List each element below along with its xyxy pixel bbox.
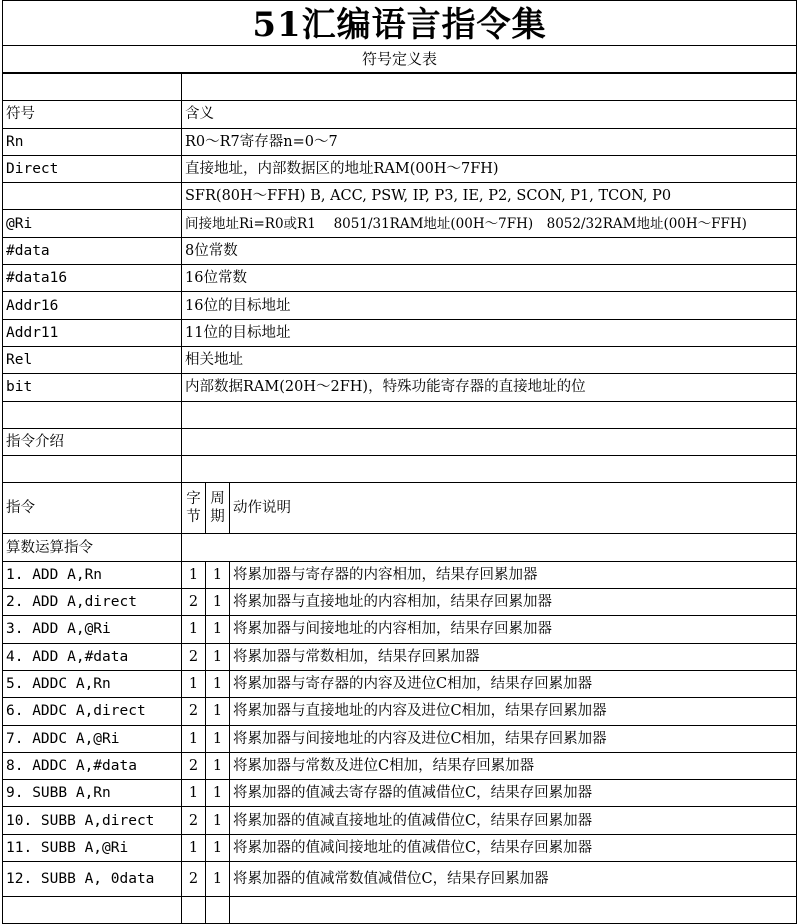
cell: [3, 456, 182, 483]
bytes-cell: 1: [182, 780, 206, 807]
instruction-cell: 8. ADDC A,#data: [3, 752, 182, 779]
bytes-cell: 2: [182, 862, 206, 897]
instruction-row-partial: [3, 897, 797, 924]
section-row: [3, 428, 797, 455]
description-cell: 将累加器的值减直接地址的值减借位C，结果存回累加器: [230, 807, 797, 834]
description-cell: 将累加器与寄存器的内容及进位C相加，结果存回累加器: [230, 670, 797, 697]
symbol-cell: [3, 183, 182, 210]
symbol-row: [3, 374, 797, 401]
description-cell: 将累加器与常数及进位C相加，结果存回累加器: [230, 752, 797, 779]
instruction-cell: 3. ADD A,@Ri: [3, 616, 182, 643]
description-cell: 将累加器的值减间接地址的值减借位C，结果存回累加器: [230, 834, 797, 861]
symbol-row: [3, 210, 797, 237]
instruction-header-row: [3, 483, 797, 534]
instruction-cell: 10. SUBB A,direct: [3, 807, 182, 834]
instruction-row: [3, 807, 797, 834]
description-cell: 将累加器与间接地址的内容及进位C相加，结果存回累加器: [230, 725, 797, 752]
blank-row: [3, 74, 797, 101]
symbol-row: [3, 183, 797, 210]
instruction-row: [3, 589, 797, 616]
symbol-meaning: 相关地址: [182, 346, 797, 373]
symbol-meaning: 16位的目标地址: [182, 292, 797, 319]
instruction-row: [3, 698, 797, 725]
symbol-row: [3, 319, 797, 346]
cell: [182, 456, 797, 483]
instruction-row: [3, 780, 797, 807]
instruction-row: [3, 616, 797, 643]
symbol-meaning: R0～R7寄存器n=0～7: [182, 128, 797, 155]
cycles-cell: 1: [206, 698, 230, 725]
symbol-row: [3, 155, 797, 182]
symbol-row: [3, 346, 797, 373]
instruction-row: [3, 561, 797, 588]
symbol-row: [3, 237, 797, 264]
bytes-cell: 1: [182, 670, 206, 697]
cell: [3, 401, 182, 428]
instruction-cell: 2. ADD A,direct: [3, 589, 182, 616]
instruction-row: [3, 862, 797, 897]
cycles-cell: 1: [206, 752, 230, 779]
symbol-column-header: 符号: [3, 101, 182, 128]
cell: [182, 534, 797, 561]
instruction-cell: 9. SUBB A,Rn: [3, 780, 182, 807]
cycles-cell: 1: [206, 643, 230, 670]
section-row: [3, 534, 797, 561]
cycles-cell: 1: [206, 807, 230, 834]
symbols-header-row: [3, 101, 797, 128]
cell: [230, 897, 797, 924]
symbol-row: [3, 265, 797, 292]
cell: [206, 897, 230, 924]
cycles-cell: 1: [206, 780, 230, 807]
instruction-row: [3, 834, 797, 861]
blank-row: [3, 456, 797, 483]
description-cell: 将累加器的值减常数值减借位C，结果存回累加器: [230, 862, 797, 897]
cycles-cell: 1: [206, 725, 230, 752]
instruction-row: [3, 752, 797, 779]
description-cell: 将累加器与常数相加，结果存回累加器: [230, 643, 797, 670]
instruction-cell: 1. ADD A,Rn: [3, 561, 182, 588]
instruction-cell: 12. SUBB A, 0data: [3, 862, 182, 897]
symbol-cell: #data16: [3, 265, 182, 292]
instruction-cell: 6. ADDC A,direct: [3, 698, 182, 725]
symbol-row: [3, 128, 797, 155]
symbol-meaning: 11位的目标地址: [182, 319, 797, 346]
instruction-cell: 4. ADD A,#data: [3, 643, 182, 670]
symbol-and-instruction-table: [2, 73, 797, 924]
symbol-cell: Direct: [3, 155, 182, 182]
page-subtitle: 符号定义表: [2, 45, 797, 73]
cell: [182, 74, 797, 101]
description-column-header: 动作说明: [230, 483, 797, 534]
instruction-row: [3, 643, 797, 670]
symbol-cell: @Ri: [3, 210, 182, 237]
bytes-cell: 2: [182, 698, 206, 725]
cell: [182, 897, 206, 924]
symbol-row: [3, 292, 797, 319]
instructions-intro-heading: 指令介绍: [3, 428, 182, 455]
bytes-cell: 1: [182, 834, 206, 861]
description-cell: 将累加器的值减去寄存器的值减借位C，结果存回累加器: [230, 780, 797, 807]
cycles-cell: 1: [206, 862, 230, 897]
cell: [182, 401, 797, 428]
symbol-cell: #data: [3, 237, 182, 264]
instruction-row: [3, 725, 797, 752]
meaning-column-header: 含义: [182, 101, 797, 128]
cycles-cell: 1: [206, 561, 230, 588]
symbol-meaning: 内部数据RAM(20H～2FH)，特殊功能寄存器的直接地址的位: [182, 374, 797, 401]
bytes-cell: 1: [182, 616, 206, 643]
bytes-cell: 2: [182, 643, 206, 670]
instruction-column-header: 指令: [3, 483, 182, 534]
cycles-column-header: 周 期: [206, 483, 230, 534]
cycles-cell: 1: [206, 834, 230, 861]
bytes-cell: 2: [182, 807, 206, 834]
instruction-row: [3, 670, 797, 697]
symbol-cell: Rel: [3, 346, 182, 373]
cycles-cell: 1: [206, 670, 230, 697]
cycles-cell: 1: [206, 589, 230, 616]
blank-row: [3, 401, 797, 428]
instruction-cell: 11. SUBB A,@Ri: [3, 834, 182, 861]
symbol-meaning: 8位常数: [182, 237, 797, 264]
symbol-cell: Addr16: [3, 292, 182, 319]
description-cell: 将累加器与间接地址的内容相加，结果存回累加器: [230, 616, 797, 643]
bytes-cell: 2: [182, 752, 206, 779]
bytes-cell: 1: [182, 561, 206, 588]
symbol-cell: Rn: [3, 128, 182, 155]
description-cell: 将累加器与直接地址的内容及进位C相加，结果存回累加器: [230, 698, 797, 725]
cell: [3, 897, 182, 924]
bytes-cell: 1: [182, 725, 206, 752]
symbol-meaning: 间接地址Ri=R0或R1 8051/31RAM地址(00H～7FH) 8052/32RAM地址(00H～FFH): [182, 210, 797, 237]
symbol-meaning: 直接地址，内部数据区的地址RAM(00H～7FH): [182, 155, 797, 182]
cell: [182, 428, 797, 455]
symbol-meaning: 16位常数: [182, 265, 797, 292]
bytes-cell: 2: [182, 589, 206, 616]
instruction-cell: 5. ADDC A,Rn: [3, 670, 182, 697]
page-title: 51汇编语言指令集: [2, 0, 797, 45]
arith-section-heading: 算数运算指令: [3, 534, 182, 561]
cell: [3, 74, 182, 101]
symbol-cell: Addr11: [3, 319, 182, 346]
symbol-cell: bit: [3, 374, 182, 401]
instruction-cell: 7. ADDC A,@Ri: [3, 725, 182, 752]
cycles-cell: 1: [206, 616, 230, 643]
description-cell: 将累加器与直接地址的内容相加，结果存回累加器: [230, 589, 797, 616]
description-cell: 将累加器与寄存器的内容相加，结果存回累加器: [230, 561, 797, 588]
symbol-meaning: SFR(80H～FFH) B, ACC, PSW, IP, P3, IE, P2, SCON, P1, TCON, P0: [182, 183, 797, 210]
bytes-column-header: 字 节: [182, 483, 206, 534]
